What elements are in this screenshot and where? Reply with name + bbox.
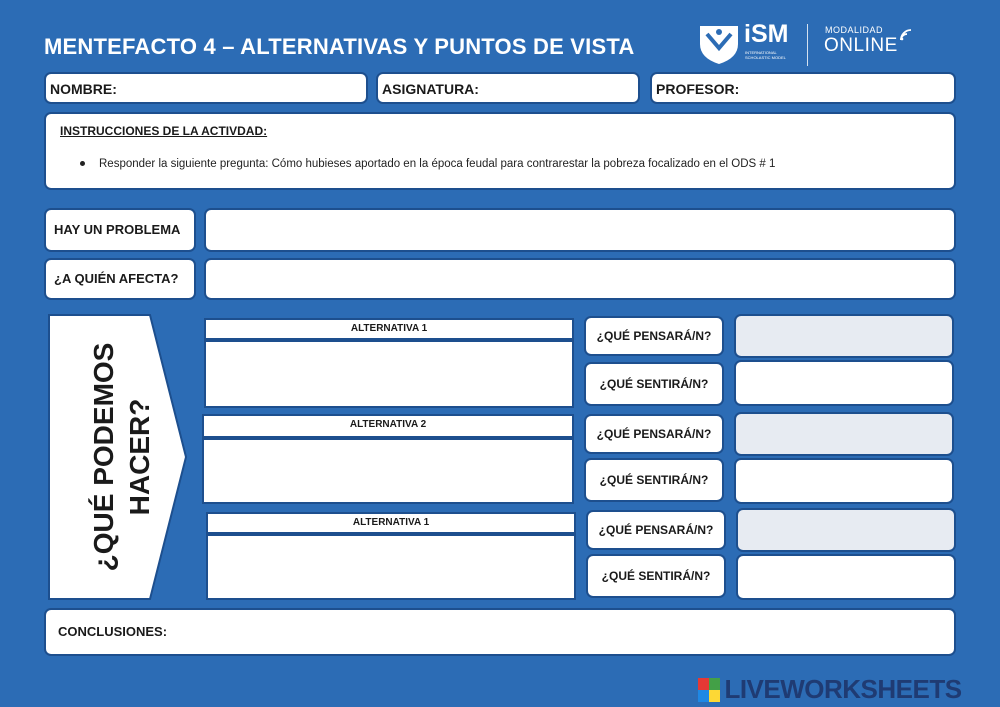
alternativa-3-answer[interactable] bbox=[206, 534, 576, 600]
alternativa-2-header: ALTERNATIVA 2 bbox=[202, 414, 574, 438]
instructions-title: INSTRUCCIONES DE LA ACTIVDAD: bbox=[60, 124, 268, 138]
piensa-2-label: ¿QUÉ PENSARÁ/N? bbox=[584, 414, 724, 454]
afecta-answer[interactable] bbox=[204, 258, 956, 300]
arrow-line1: ¿QUÉ PODEMOS bbox=[88, 342, 119, 572]
afecta-label-box bbox=[44, 258, 196, 300]
ism-logo bbox=[698, 22, 918, 68]
problema-answer[interactable] bbox=[204, 208, 956, 252]
siente-2-answer[interactable] bbox=[734, 458, 954, 504]
ism-subtext: INTERNATIONAL SCHOLASTIC MODEL bbox=[745, 50, 786, 60]
problema-label: HAY UN PROBLEMA bbox=[54, 222, 181, 237]
que-podemos-arrow bbox=[46, 312, 192, 602]
siente-1-answer[interactable] bbox=[734, 360, 954, 406]
piensa-2-answer[interactable] bbox=[734, 412, 954, 456]
live-badge-icon bbox=[698, 678, 720, 702]
piensa-1-label: ¿QUÉ PENSARÁ/N? bbox=[584, 316, 724, 356]
alternativa-1-answer[interactable] bbox=[204, 340, 574, 408]
wifi-icon bbox=[899, 28, 913, 42]
modalidad-label: MODALIDAD bbox=[825, 25, 884, 35]
piensa-3-label: ¿QUÉ PENSARÁ/N? bbox=[586, 510, 726, 550]
siente-3-answer[interactable] bbox=[736, 554, 956, 600]
alternativa-2-answer[interactable] bbox=[202, 438, 574, 504]
asignatura-field[interactable] bbox=[376, 72, 640, 104]
nombre-field[interactable] bbox=[44, 72, 368, 104]
logo-divider bbox=[807, 24, 808, 66]
profesor-label: PROFESOR: bbox=[656, 81, 740, 97]
problema-label-box bbox=[44, 208, 196, 252]
alternativa-1-header: ALTERNATIVA 1 bbox=[204, 318, 574, 340]
shield-icon bbox=[698, 22, 740, 66]
siente-3-label: ¿QUÉ SENTIRÁ/N? bbox=[586, 554, 726, 598]
arrow-line2: HACER? bbox=[124, 398, 155, 516]
piensa-1-answer[interactable] bbox=[734, 314, 954, 358]
nombre-label: NOMBRE: bbox=[50, 81, 117, 97]
ism-wordmark: iSM bbox=[744, 20, 789, 48]
instructions-item bbox=[60, 158, 954, 170]
conclusiones-box[interactable] bbox=[44, 608, 956, 656]
siente-2-label: ¿QUÉ SENTIRÁ/N? bbox=[584, 458, 724, 502]
afecta-label: ¿A QUIÉN AFECTA? bbox=[54, 271, 179, 286]
conclusiones-label: CONCLUSIONES: bbox=[58, 624, 168, 639]
bullet-icon bbox=[80, 161, 85, 166]
instructions-box bbox=[44, 112, 956, 190]
online-label: ONLINE bbox=[824, 35, 898, 56]
piensa-3-answer[interactable] bbox=[736, 508, 956, 552]
alternativa-3-header: ALTERNATIVA 1 bbox=[206, 512, 576, 534]
liveworksheets-brand: LIVEWORKSHEETS bbox=[724, 674, 962, 704]
siente-1-label: ¿QUÉ SENTIRÁ/N? bbox=[584, 362, 724, 406]
liveworksheets-watermark bbox=[698, 674, 962, 702]
page-title: MENTEFACTO 4 – ALTERNATIVAS Y PUNTOS DE VISTA bbox=[44, 34, 635, 59]
asignatura-label: ASIGNATURA: bbox=[382, 81, 479, 97]
profesor-field[interactable] bbox=[650, 72, 956, 104]
instructions-text: Responder la siguiente pregunta: Cómo hubieses aportado en la época feudal para contrarestar la pobreza focalizado en el ODS # 1 bbox=[99, 158, 776, 170]
